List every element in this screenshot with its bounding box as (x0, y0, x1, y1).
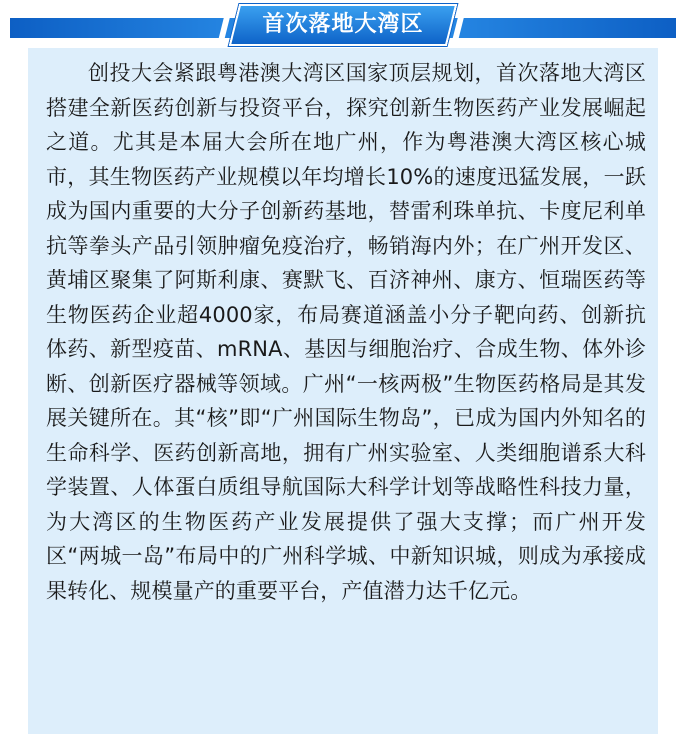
article-paragraph: 创投大会紧跟粤港澳大湾区国家顶层规划，首次落地大湾区搭建全新医药创新与投资平台，探究创新生物医药产业发展崛起之道。尤其是本届大会所在地广州，作为粤港澳大湾区核心城市，其生物医药产业规模以年均增长10%的速度迅猛发展，一跃成为国内重要的大分子创新药基地，替雷利珠单抗、卡度尼利单抗等拳头产品引领肿瘤免疫治疗，畅销海内外；在广州开发区、黄埔区聚集了阿斯利康、赛默飞、百济神州、康方、恒瑞医药等生物医药企业超4000家，布局赛道涵盖小分子靶向药、创新抗体药、新型疫苗、mRNA、基因与细胞治疗、合成生物、体外诊断、创新医疗器械等领域。广州“一核两极”生物医药格局是其发展关键所在。其“核”即“广州国际生物岛”，已成为国内外知名的生命科学、医药创新高地，拥有广州实验室、人类细胞谱系大科学装置、人体蛋白质组导航国际大科学计划等战略性科技力量，为大湾区的生物医药产业发展提供了强大支撑；而广州开发区“两城一岛”布局中的广州科学城、中新知识城，则成为承接成果转化、规模量产的重要平台，产值潜力达千亿元。 (46, 61, 646, 603)
section-banner (0, 0, 686, 48)
section-title: 首次落地大湾区 (262, 12, 424, 37)
